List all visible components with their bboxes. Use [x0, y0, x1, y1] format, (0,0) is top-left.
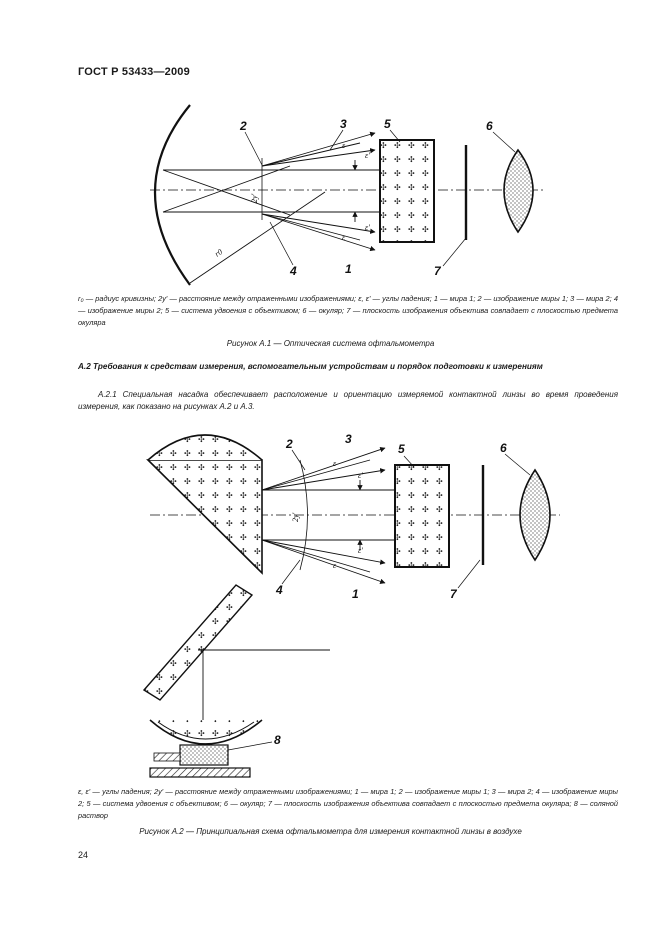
fig2-label-1: 1	[352, 587, 359, 601]
fig1-eps-prime-top: ε'	[365, 151, 370, 160]
base-plate	[150, 768, 250, 777]
fig2-distance-label: 2y'	[291, 512, 300, 522]
fig1-label-7: 7	[434, 264, 441, 278]
fig2-label-7: 7	[450, 587, 457, 601]
radius-line	[190, 192, 325, 283]
contact-lens-bottom	[150, 720, 262, 744]
fig2-eps-bottom: ε	[333, 561, 337, 570]
section-title: А.2 Требования к средствам измерения, вспомогательным устройствам и порядок подготовки к измерениям	[78, 362, 543, 371]
fig1-label-4: 4	[290, 264, 297, 278]
page-number: 24	[78, 850, 89, 860]
figure2-caption: Рисунок А.2 — Принципиальная схема офтальмометра для измерения контактной линзы в воздухе	[139, 827, 522, 836]
fig1-eps-top: ε	[342, 141, 346, 150]
contact-lens-top	[148, 435, 262, 460]
fig2-label-6: 6	[500, 441, 507, 455]
figure1-legend: r₀ — радиус кривизны; 2y' — расстояние между отраженными изображениями; ε, ε' — углы падения; 1 — мира 1; 2 — изображение миры 1; 3 — мира 2; 4 — изображение миры 2; 5 — система удвоения с объективом; 6 — окуляр; 7 — плоскость изображения объектива совпадает с плоскостью предмета окуляра	[78, 294, 618, 327]
fig2-label-5: 5	[398, 442, 405, 456]
figure-a2	[144, 435, 560, 777]
fig1-eps-bottom: ε	[342, 233, 346, 242]
fig2-eps-top: ε	[333, 459, 337, 468]
fig1-eps-prime-bottom: ε'	[365, 223, 370, 232]
fig1-label-6: 6	[486, 119, 493, 133]
fig2-label-4: 4	[276, 583, 283, 597]
fig1-label-5: 5	[384, 117, 391, 131]
eyepiece-lens	[504, 150, 533, 232]
eyepiece-lens-2	[520, 470, 550, 560]
fig2-eps-prime-bottom: ε'	[358, 546, 363, 555]
doubling-system-box	[380, 140, 434, 242]
fig2-label-3: 3	[345, 432, 352, 446]
document-header: ГОСТ Р 53433—2009	[78, 66, 190, 78]
fig1-radius-label: r0	[213, 247, 225, 259]
fig1-label-2: 2	[240, 119, 247, 133]
saline-cell	[180, 745, 228, 765]
fig1-distance-label: 2y'	[250, 193, 259, 203]
fig2-eps-prime-top: ε'	[358, 471, 363, 480]
fig2-label-2: 2	[286, 437, 293, 451]
prism	[148, 460, 262, 573]
figure1-caption: Рисунок А.1 — Оптическая система офтальмометра	[226, 339, 435, 348]
doubling-system-box-2	[395, 465, 449, 567]
section-paragraph: А.2.1 Специальная насадка обеспечивает расположение и ориентацию измеряемой контактной линзы во время проведения измерения, как показано на рисунках А.2 и А.3.	[78, 390, 618, 411]
cornea-surface	[155, 105, 190, 285]
fig2-label-8: 8	[274, 733, 281, 747]
tilted-mirror	[144, 585, 252, 700]
figure2-legend: ε, ε' — углы падения; 2y' — расстояние между отраженными изображениями; 1 — мира 1; 2 — изображение миры 1; 3 — мира 2; 4 — изображение миры 2; 5 — система удвоения с объективом; 6 — окуляр; 7 — плоскость изображения объектива совпадает с плоскостью предмета окуляра; 8 — соляной раствор	[78, 787, 618, 820]
fig1-label-1: 1	[345, 262, 352, 276]
fig1-label-3: 3	[340, 117, 347, 131]
